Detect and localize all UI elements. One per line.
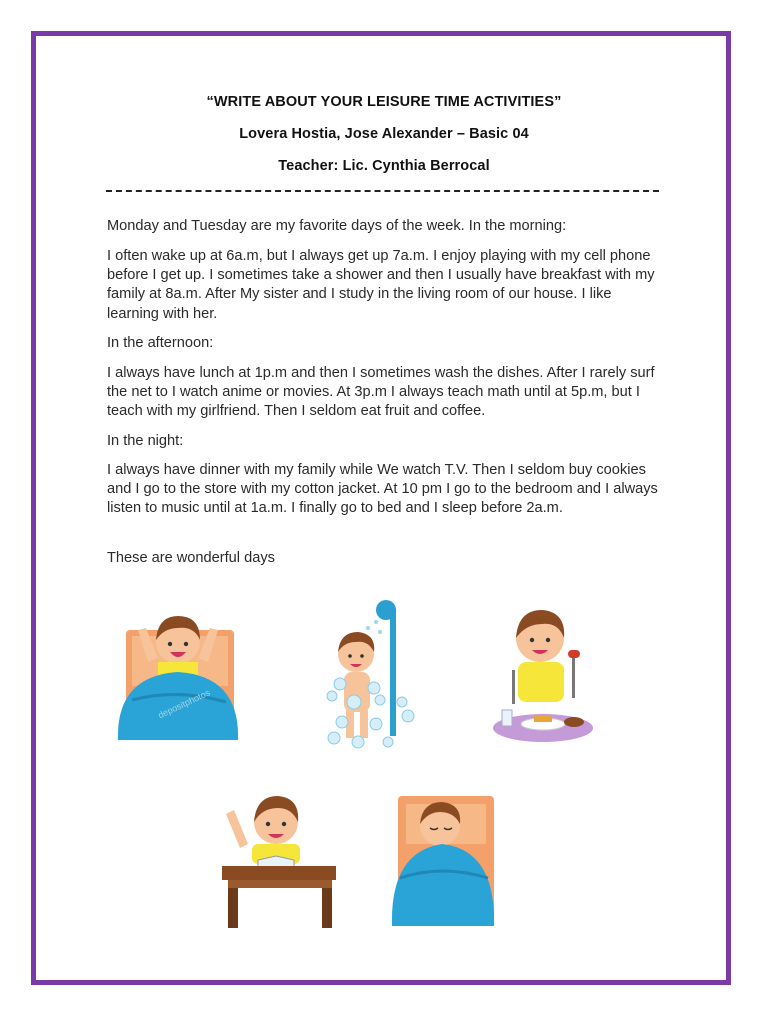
- paragraph-intro: Monday and Tuesday are my favorite days of the week. In the morning:: [107, 218, 567, 234]
- teacher-line: Teacher: Lic. Cynthia Berrocal: [278, 158, 490, 174]
- paragraph-afternoon-heading: In the afternoon:: [107, 335, 214, 351]
- paragraph-night-heading: In the night:: [107, 433, 184, 449]
- paragraph-afternoon: I always have lunch at 1p.m and then I sometimes wash the dishes. After I rarely surf the net to I watch anime or movies. At 3p.m I always teach math until at 5p.m, but I teach with my girlfriend. Then I seldom eat fruit and coffee.: [107, 365, 655, 420]
- illustration-breakfast: [488, 600, 598, 750]
- paragraph-night: I always have dinner with my family while We watch T.V. Then I seldom buy cookies and I go to the store with my cotton jacket. At 10 pm I go to the bedroom and I always listen to music until at 1a.m. I finally go to bed and I sleep before 2a.m.: [107, 462, 658, 517]
- illustration-shower: [318, 592, 428, 752]
- document-title: “WRITE ABOUT YOUR LEISURE TIME ACTIVITIES”: [206, 94, 562, 110]
- dashed-divider: [106, 190, 659, 192]
- illustration-waking-up: [108, 590, 248, 750]
- illustration-studying: [218, 778, 348, 938]
- illustration-sleeping: [378, 782, 508, 942]
- paragraph-closing: These are wonderful days: [107, 550, 275, 566]
- watermark-text: depositphotos: [156, 687, 212, 721]
- author-line: Lovera Hostia, Jose Alexander – Basic 04: [239, 126, 529, 142]
- paragraph-morning: I often wake up at 6a.m, but I always get up 7a.m. I enjoy playing with my cell phone before I get up. I sometimes take a shower and then I usually have breakfast with my family at 8a.m. After My sister and I study in the living room of our house. I like learning with her.: [107, 248, 655, 322]
